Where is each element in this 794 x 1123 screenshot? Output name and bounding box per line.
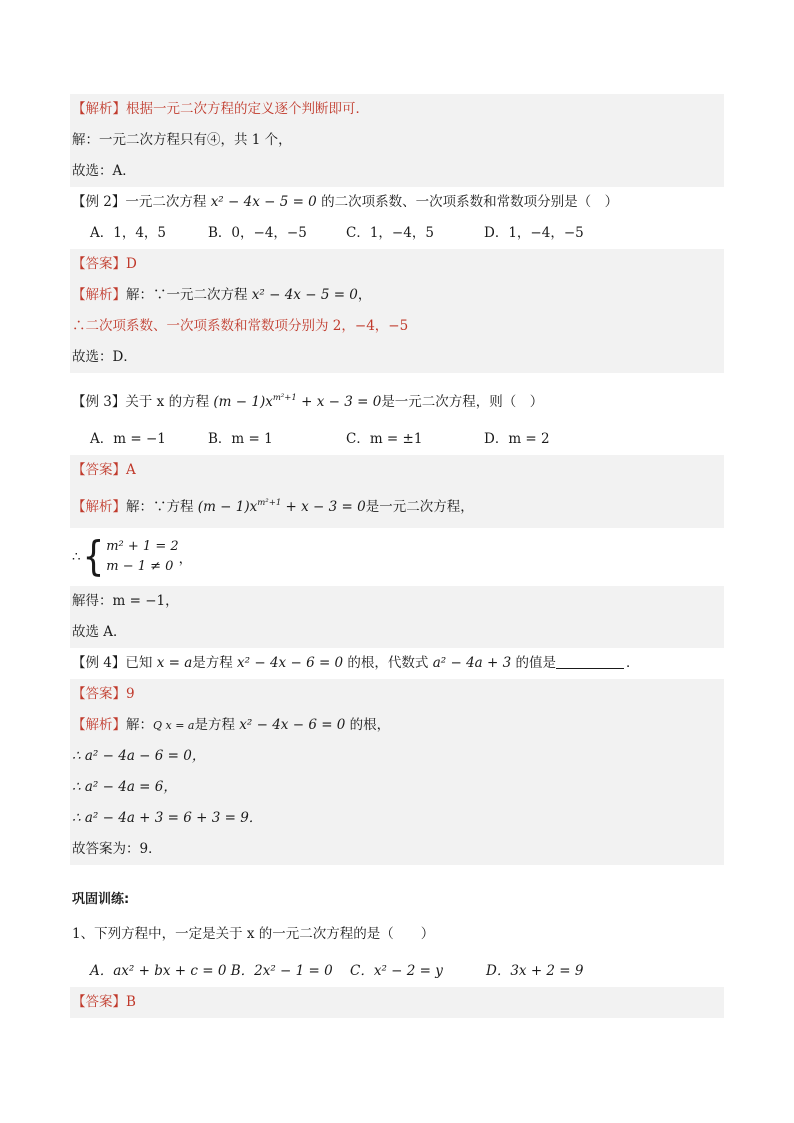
ex3-option-b: B．m = 1 [208, 431, 273, 447]
ex2-option-c: C．1，−4，5 [346, 225, 434, 241]
ex2-answer-value: D [126, 256, 137, 272]
practice-option-ab: A．ax² + bx + c = 0 B．2x² − 1 = 0 [90, 963, 333, 979]
ex4-label: 【例 4】 [72, 655, 126, 671]
analysis-text: 根据一元二次方程的定义逐个判断即可． [126, 101, 369, 117]
ex3-analysis: 【解析】解：∵方程 $(m - 1)x^{m^2+1} + x - 3 = 0$是一元二次方程， [70, 486, 724, 528]
ex2-option-d: D．1，−4，−5 [484, 225, 584, 241]
ex4-question: 【例 4】已知 x = a是方程 x² − 4x − 6 = 0 的根，代数式 a² − 4a + 3 的值是 ． [72, 655, 640, 671]
ex4-step-2: ∴ a² − 4a = 6， [70, 772, 724, 803]
ex3-question: 【例 3】关于 x 的方程 $(m - 1)x^{m^2+1} + x - 3 = 0$是一元二次方程，则（ ） [72, 393, 544, 410]
practice-q1: 1、下列方程中，一定是关于 x 的一元二次方程的是（ ） [72, 926, 435, 942]
ex2-equation: x² − 4x − 5 = 0 [210, 194, 317, 210]
ex2-coefficients: ∴二次项系数、一次项系数和常数项分别为 2，−4，−5 [70, 311, 724, 342]
ex4-step-3: ∴ a² − 4a + 3 = 6 + 3 = 9． [70, 803, 724, 834]
practice-answer-value: B [126, 994, 136, 1010]
ex3-system: ∴ { m² + 1 = 2 m − 1 ≠ 0 ， [72, 533, 193, 581]
answer-blank [556, 654, 624, 669]
ex1-solution: 解：一元二次方程只有④，共 1 个， [70, 125, 724, 156]
ex2-option-a: A．1，4，5 [90, 225, 167, 241]
ex4-step-1: ∴ a² − 4a − 6 = 0， [70, 741, 724, 772]
ex1-choice: 故选：A． [70, 156, 724, 187]
ex3-option-c: C．m = ±1 [346, 431, 423, 447]
practice-option-d: D．3x + 2 = 9 [486, 963, 584, 979]
ex3-option-a: A．m = −1 [90, 431, 166, 447]
ex4-conclusion: 故答案为：9． [70, 834, 724, 865]
practice-heading: 巩固训练: [72, 892, 130, 907]
ex2-label: 【例 2】 [72, 194, 126, 210]
ex3-option-d: D．m = 2 [484, 431, 550, 447]
ex2-analysis: 【解析】解：∵一元二次方程 x² − 4x − 5 = 0， [70, 280, 724, 311]
practice-option-c: C．x² − 2 = y [350, 963, 443, 979]
ex2-options [70, 218, 724, 249]
document-page [70, 94, 724, 1018]
system-line-2: m − 1 ≠ 0 [106, 559, 174, 574]
ex3-options [70, 424, 724, 455]
ex4-analysis: 【解析】解：Q x = a是方程 x² − 4x − 6 = 0 的根， [70, 710, 724, 741]
practice-q1-options [70, 956, 724, 987]
system-line-1: m² + 1 = 2 [106, 539, 179, 554]
ex3-label: 【例 3】 [72, 394, 126, 410]
ex3-choice: 故选 A． [70, 617, 724, 648]
ex2-option-b: B．0，−4，−5 [208, 225, 307, 241]
ex2-choice: 故选：D． [70, 342, 724, 373]
analysis-label: 【解析】 [72, 101, 126, 117]
ex3-answer: 【答案】A [70, 455, 724, 486]
ex4-answer: 【答案】9 [70, 679, 724, 710]
left-brace-icon: { [82, 533, 105, 581]
ex2-answer: 【答案】D [70, 249, 724, 280]
ex4-answer-value: 9 [126, 686, 135, 702]
ex2-question: 【例 2】一元二次方程 x² − 4x − 5 = 0 的二次项系数、一次项系数和常数项分别是（ ） [72, 194, 619, 210]
ex3-equation: $(m - 1)x^{m^2+1} + x - 3 = 0$ [213, 393, 382, 410]
ex3-solve: 解得：m = −1， [70, 586, 724, 617]
ex1-analysis [70, 94, 724, 125]
practice-q1-answer: 【答案】B [70, 987, 724, 1018]
ex3-answer-value: A [126, 462, 136, 478]
